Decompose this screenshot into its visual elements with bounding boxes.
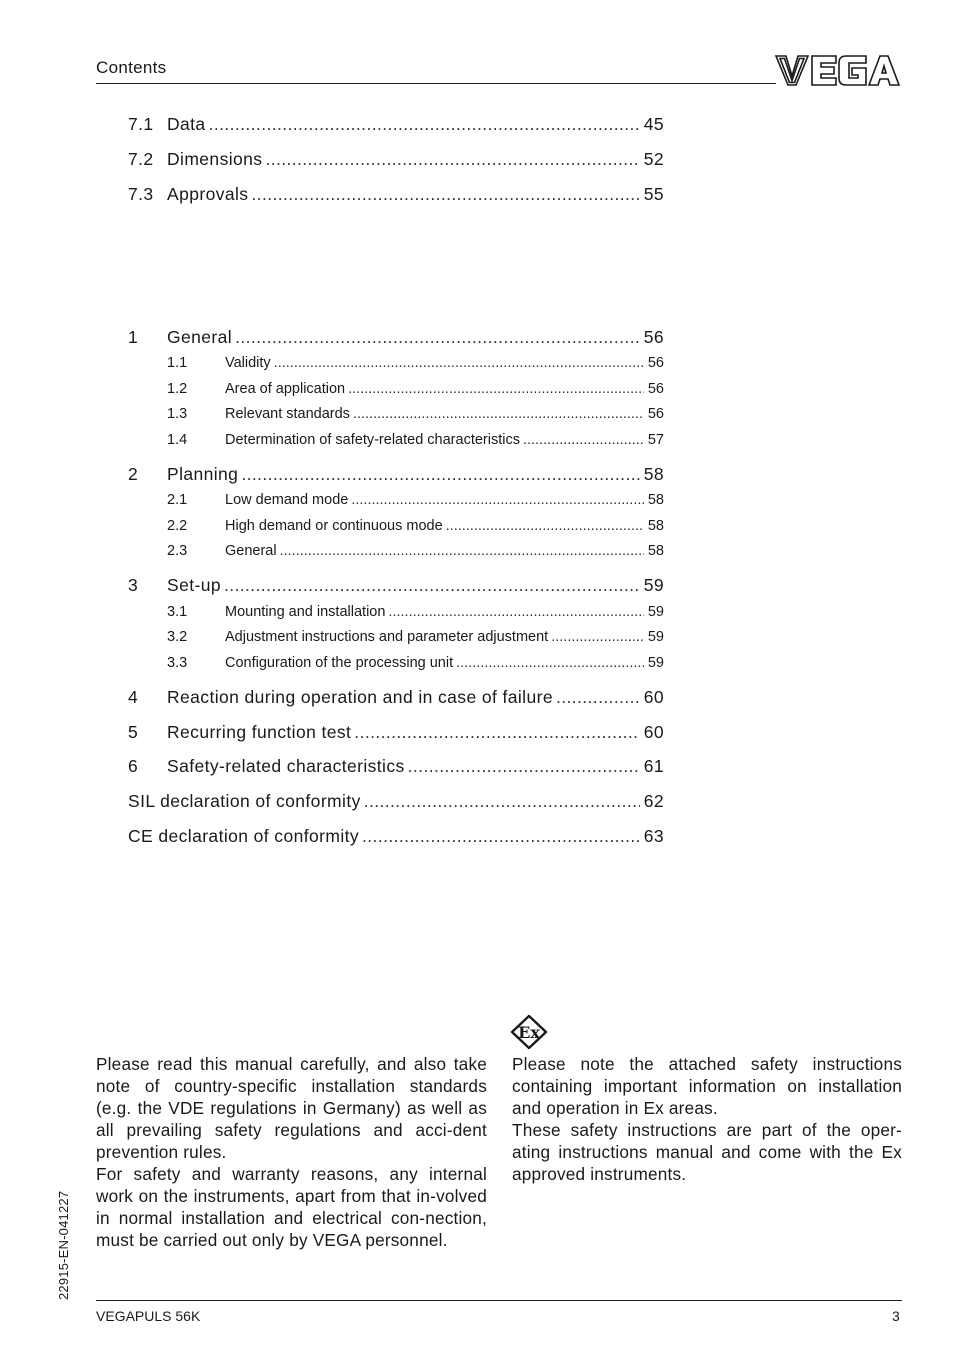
toc-number: 2.3 (167, 543, 188, 559)
toc-title: CE declaration of conformity (128, 826, 360, 846)
toc-number: 7.3 (128, 184, 154, 204)
toc-page: 56 (647, 406, 664, 422)
manual-notice (96, 1053, 487, 1251)
toc-number: 3.1 (167, 604, 188, 620)
toc-number: 1.4 (167, 432, 188, 448)
vega-logo (772, 52, 902, 88)
toc-entry[interactable] (128, 687, 664, 708)
toc-subentry[interactable] (128, 381, 664, 397)
toc-page: 59 (647, 655, 664, 671)
toc-number: 3 (128, 575, 139, 595)
ex-notice-paragraph-1: Please note the attached safety instructions containing important information on installation and operation in Ex areas. (512, 1054, 902, 1118)
toc-title: General (225, 543, 277, 559)
toc-number: 1 (128, 327, 139, 347)
toc-title: Approvals (167, 184, 249, 204)
toc-subentry[interactable] (128, 432, 664, 448)
toc-number: 7.1 (128, 114, 154, 134)
toc-entry-sil-declaration[interactable] (128, 791, 664, 812)
toc-page: 59 (643, 575, 664, 595)
toc-number: 5 (128, 722, 139, 742)
ex-symbol-text: Ex (518, 1023, 540, 1042)
leader-dots (235, 327, 640, 348)
leader-dots (388, 604, 643, 620)
toc-title: Validity (225, 355, 271, 371)
toc-page: 52 (643, 149, 664, 169)
toc-number: 1.2 (167, 381, 188, 397)
leader-dots (556, 687, 640, 708)
footer-product: VEGAPULS 56K (96, 1308, 201, 1324)
toc-entry[interactable] (128, 327, 664, 348)
toc-title: Mounting and installation (225, 604, 386, 620)
toc-entry[interactable] (128, 575, 664, 596)
toc-number: 2 (128, 464, 139, 484)
toc-number: 7.2 (128, 149, 154, 169)
ex-safety-notice (512, 1053, 902, 1185)
toc-number: 1.3 (167, 406, 188, 422)
document-code: 22915-EN-041227 (56, 1190, 71, 1300)
leader-dots (354, 722, 639, 743)
toc-entry[interactable] (128, 756, 664, 777)
toc-page: 59 (647, 629, 664, 645)
toc-page: 62 (643, 791, 664, 811)
toc-page: 63 (643, 826, 664, 846)
toc-page: 58 (647, 518, 664, 534)
toc-page: 56 (647, 381, 664, 397)
ex-notice-paragraph-2: These safety instructions are part of the oper-ating instructions manual and come with the Ex approved instruments. (512, 1120, 902, 1184)
toc-entry[interactable] (128, 149, 664, 170)
toc-title: Data (167, 114, 206, 134)
leader-dots (353, 406, 644, 422)
toc-page: 55 (643, 184, 664, 204)
footer-rule (96, 1300, 902, 1301)
toc-page: 45 (643, 114, 664, 134)
leader-dots (224, 575, 640, 596)
toc-page: 58 (647, 492, 664, 508)
toc-page: 61 (643, 756, 664, 776)
leader-dots (241, 464, 639, 485)
leader-dots (362, 826, 640, 847)
leader-dots (408, 756, 640, 777)
toc-entry[interactable] (128, 184, 664, 205)
leader-dots (251, 184, 639, 205)
leader-dots (456, 655, 644, 671)
toc-entry-ce-declaration[interactable] (128, 826, 664, 847)
toc-number: 2.1 (167, 492, 188, 508)
toc-subentry[interactable] (128, 492, 664, 508)
toc-title: General (167, 327, 233, 347)
leader-dots (348, 381, 644, 397)
page-number: 3 (892, 1308, 900, 1324)
toc-subentry[interactable] (128, 655, 664, 671)
toc-title: Reaction during operation and in case of failure (167, 687, 553, 707)
leader-dots (446, 518, 644, 534)
toc-page: 58 (643, 464, 664, 484)
toc-page: 59 (647, 604, 664, 620)
notice-paragraph-1: Please read this manual carefully, and also take note of country-specific installation standards (e.g. the VDE regulations in Germany) as well as all prevailing safety regulations and acci-dent prevention rules. (96, 1054, 487, 1162)
toc-number: 1.1 (167, 355, 188, 371)
toc-title: Planning (167, 464, 239, 484)
toc-page: 60 (643, 722, 664, 742)
ex-explosion-protection-icon (509, 1014, 549, 1050)
toc-title: SIL declaration of conformity (128, 791, 361, 811)
toc-entry[interactable] (128, 464, 664, 485)
toc-title: Safety-related characteristics (167, 756, 405, 776)
leader-dots (523, 432, 644, 448)
toc-subentry[interactable] (128, 543, 664, 559)
toc-title: Determination of safety-related characteristics (225, 432, 520, 448)
toc-title: Relevant standards (225, 406, 350, 422)
leader-dots (364, 791, 640, 812)
toc-page: 56 (643, 327, 664, 347)
leader-dots (351, 492, 644, 508)
notice-paragraph-2: For safety and warranty reasons, any internal work on the instruments, apart from that in-volved in normal installation and electrical con-nection, must be carried out only by VEGA personnel. (96, 1164, 487, 1250)
leader-dots (551, 629, 644, 645)
toc-number: 2.2 (167, 518, 188, 534)
toc-title: Configuration of the processing unit (225, 655, 454, 671)
toc-page: 57 (647, 432, 664, 448)
toc-page: 58 (647, 543, 664, 559)
leader-dots (274, 355, 644, 371)
toc-title: Recurring function test (167, 722, 352, 742)
toc-entry[interactable] (128, 114, 664, 135)
header-title: Contents (96, 58, 167, 77)
toc-subentry[interactable] (128, 518, 664, 534)
leader-dots (265, 149, 639, 170)
toc-title: Adjustment instructions and parameter adjustment (225, 629, 549, 645)
toc-subentry[interactable] (128, 406, 664, 422)
toc-subentry[interactable] (128, 629, 664, 645)
leader-dots (209, 114, 640, 135)
toc-number: 3.2 (167, 629, 188, 645)
toc-page: 60 (643, 687, 664, 707)
toc-entry[interactable] (128, 722, 664, 743)
toc-title: Low demand mode (225, 492, 349, 508)
header-rule (96, 83, 776, 84)
toc-number: 4 (128, 687, 139, 707)
toc-title: Dimensions (167, 149, 263, 169)
toc-title: Set-up (167, 575, 221, 595)
toc-page: 56 (647, 355, 664, 371)
toc-title: Area of application (225, 381, 346, 397)
leader-dots (280, 543, 644, 559)
toc-subentry[interactable] (128, 604, 664, 620)
toc-subentry[interactable] (128, 355, 664, 371)
toc-number: 3.3 (167, 655, 188, 671)
toc-number: 6 (128, 756, 139, 776)
toc-title: High demand or continuous mode (225, 518, 443, 534)
